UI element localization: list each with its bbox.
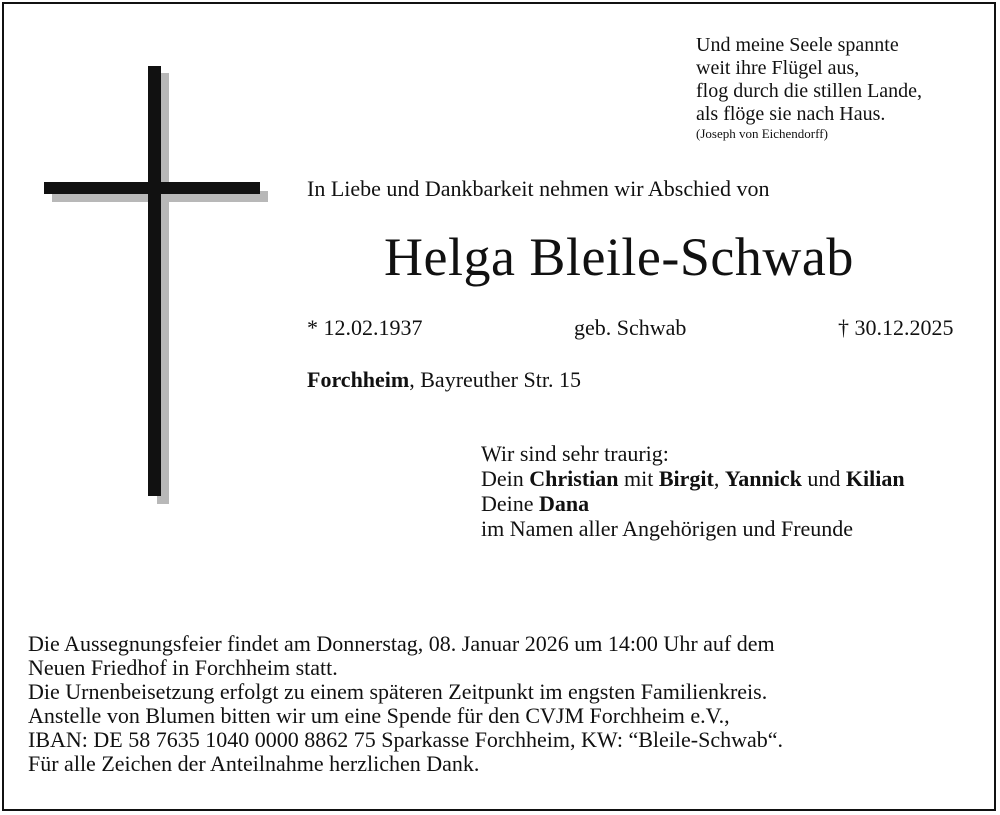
footer-line: Für alle Zeichen der Anteilnahme herzlichen Dank. (28, 751, 480, 776)
mourners-text: Deine (481, 491, 540, 516)
address-street: , Bayreuther Str. 15 (409, 367, 581, 392)
footer-line: IBAN: DE 58 7635 1040 0000 8862 75 Sparkasse Forchheim, KW: “Bleile-Schwab“. (28, 727, 784, 752)
mourner-name: Birgit (658, 466, 714, 491)
mourners-line (481, 466, 905, 491)
footer-line: Neuen Friedhof in Forchheim statt. (28, 655, 338, 680)
mourners-text: Dein (481, 466, 530, 491)
footer-line: Anstelle von Blumen bitten wir um eine Spende für den CVJM Forchheim e.V., (28, 703, 730, 728)
mourner-name: Christian (529, 466, 619, 491)
deceased-name: Helga Bleile-Schwab (384, 227, 854, 287)
poem-line: als flöge sie nach Haus. (696, 103, 886, 125)
poem-line: flog durch die stillen Lande, (696, 80, 923, 102)
cross-beam-horizontal (44, 182, 260, 194)
poem-line: Und meine Seele spannte (696, 34, 899, 56)
address (307, 367, 581, 393)
mourners-text: , (713, 466, 725, 491)
mourner-name: Dana (539, 491, 590, 516)
poem (696, 34, 922, 126)
mourners-line: im Namen aller Angehörigen und Freunde (481, 516, 854, 541)
poem-author: (Joseph von Eichendorff) (696, 126, 828, 141)
death-date: † 30.12.2025 (838, 315, 954, 340)
cross-beam-vertical (148, 66, 161, 496)
address-city: Forchheim (307, 367, 410, 392)
footer-line: Die Aussegnungsfeier findet am Donnerstag, 08. Januar 2026 um 14:00 Uhr auf dem (28, 631, 775, 656)
birth-date: * 12.02.1937 (307, 315, 423, 340)
mourners-line (481, 491, 905, 516)
mourners-text: und (801, 466, 846, 491)
mourners-block (481, 441, 905, 541)
maiden-name: geb. Schwab (574, 315, 687, 340)
mourners-line: Wir sind sehr traurig: (481, 441, 669, 466)
poem-line: weit ihre Flügel aus, (696, 57, 860, 79)
mourners-text: mit (618, 466, 659, 491)
mourner-name: Kilian (845, 466, 905, 491)
obituary-card (2, 2, 996, 811)
mourner-name: Yannick (724, 466, 802, 491)
service-details (28, 632, 783, 776)
footer-line: Die Urnenbeisetzung erfolgt zu einem späteren Zeitpunkt im engsten Familienkreis. (28, 679, 768, 704)
intro-text: In Liebe und Dankbarkeit nehmen wir Abschied von (307, 176, 770, 201)
